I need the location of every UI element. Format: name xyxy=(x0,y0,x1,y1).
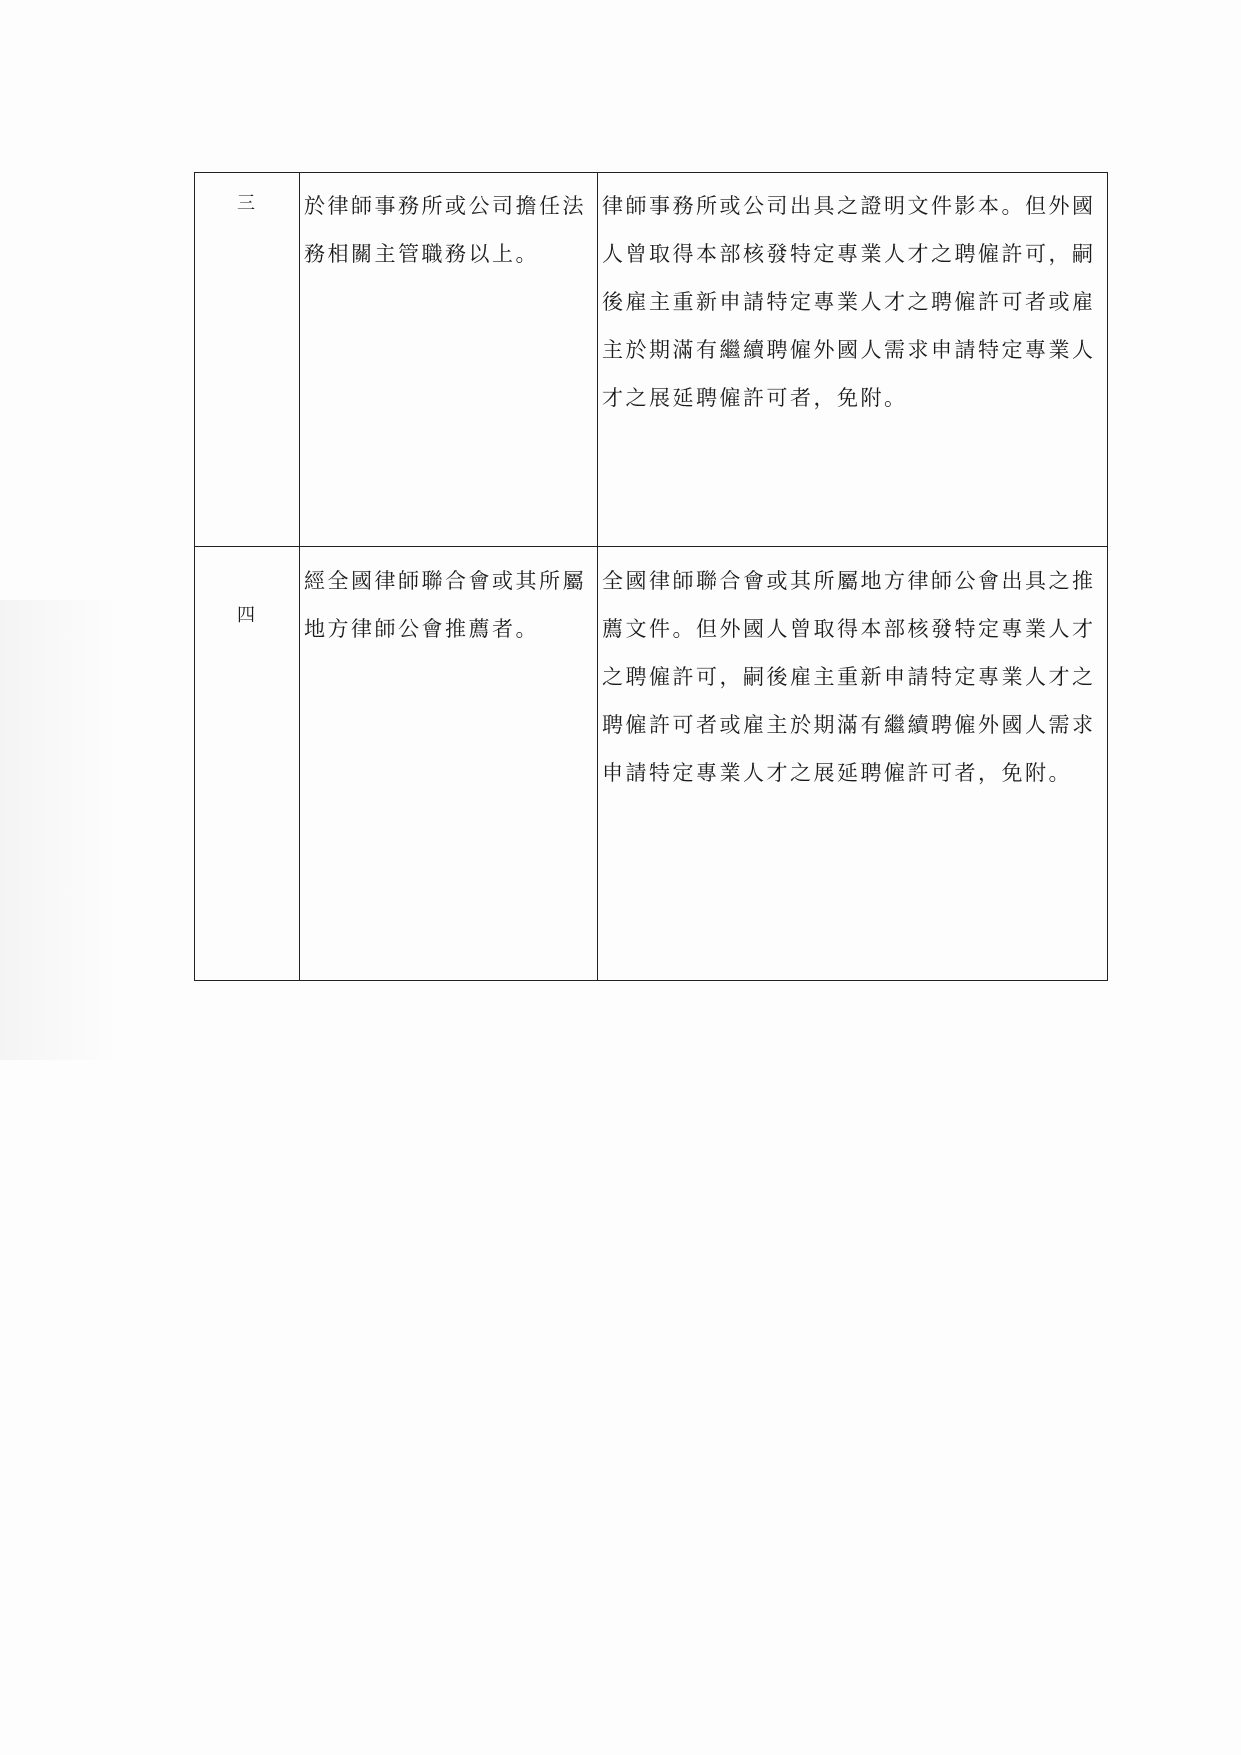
item-number-cell xyxy=(195,173,300,547)
documents-cell xyxy=(598,173,1108,547)
condition-text: 於律師事務所或公司擔任法務相關主管職務以上。 xyxy=(304,194,586,266)
item-number: 四 xyxy=(237,605,257,626)
documents-cell xyxy=(598,547,1108,981)
item-number: 三 xyxy=(237,193,257,214)
documents-text: 全國律師聯合會或其所屬地方律師公會出具之推薦文件。但外國人曾取得本部核發特定專業人才之聘僱許可，嗣後雇主重新申請特定專業人才之聘僱許可者或雇主於期滿有繼續聘僱外國人需求申請特定專業人才之展延聘僱許可者，免附。 xyxy=(602,569,1096,785)
documents-text: 律師事務所或公司出具之證明文件影本。但外國人曾取得本部核發特定專業人才之聘僱許可，嗣後雇主重新申請特定專業人才之聘僱許可者或雇主於期滿有繼續聘僱外國人需求申請特定專業人才之展延聘僱許可者，免附。 xyxy=(602,194,1096,410)
requirements-table xyxy=(194,172,1108,981)
item-number-cell xyxy=(195,547,300,981)
table-row xyxy=(195,173,1108,547)
condition-text: 經全國律師聯合會或其所屬地方律師公會推薦者。 xyxy=(304,569,586,641)
table-row xyxy=(195,547,1108,981)
condition-cell xyxy=(300,173,598,547)
scan-shadow xyxy=(0,600,120,1060)
condition-cell xyxy=(300,547,598,981)
